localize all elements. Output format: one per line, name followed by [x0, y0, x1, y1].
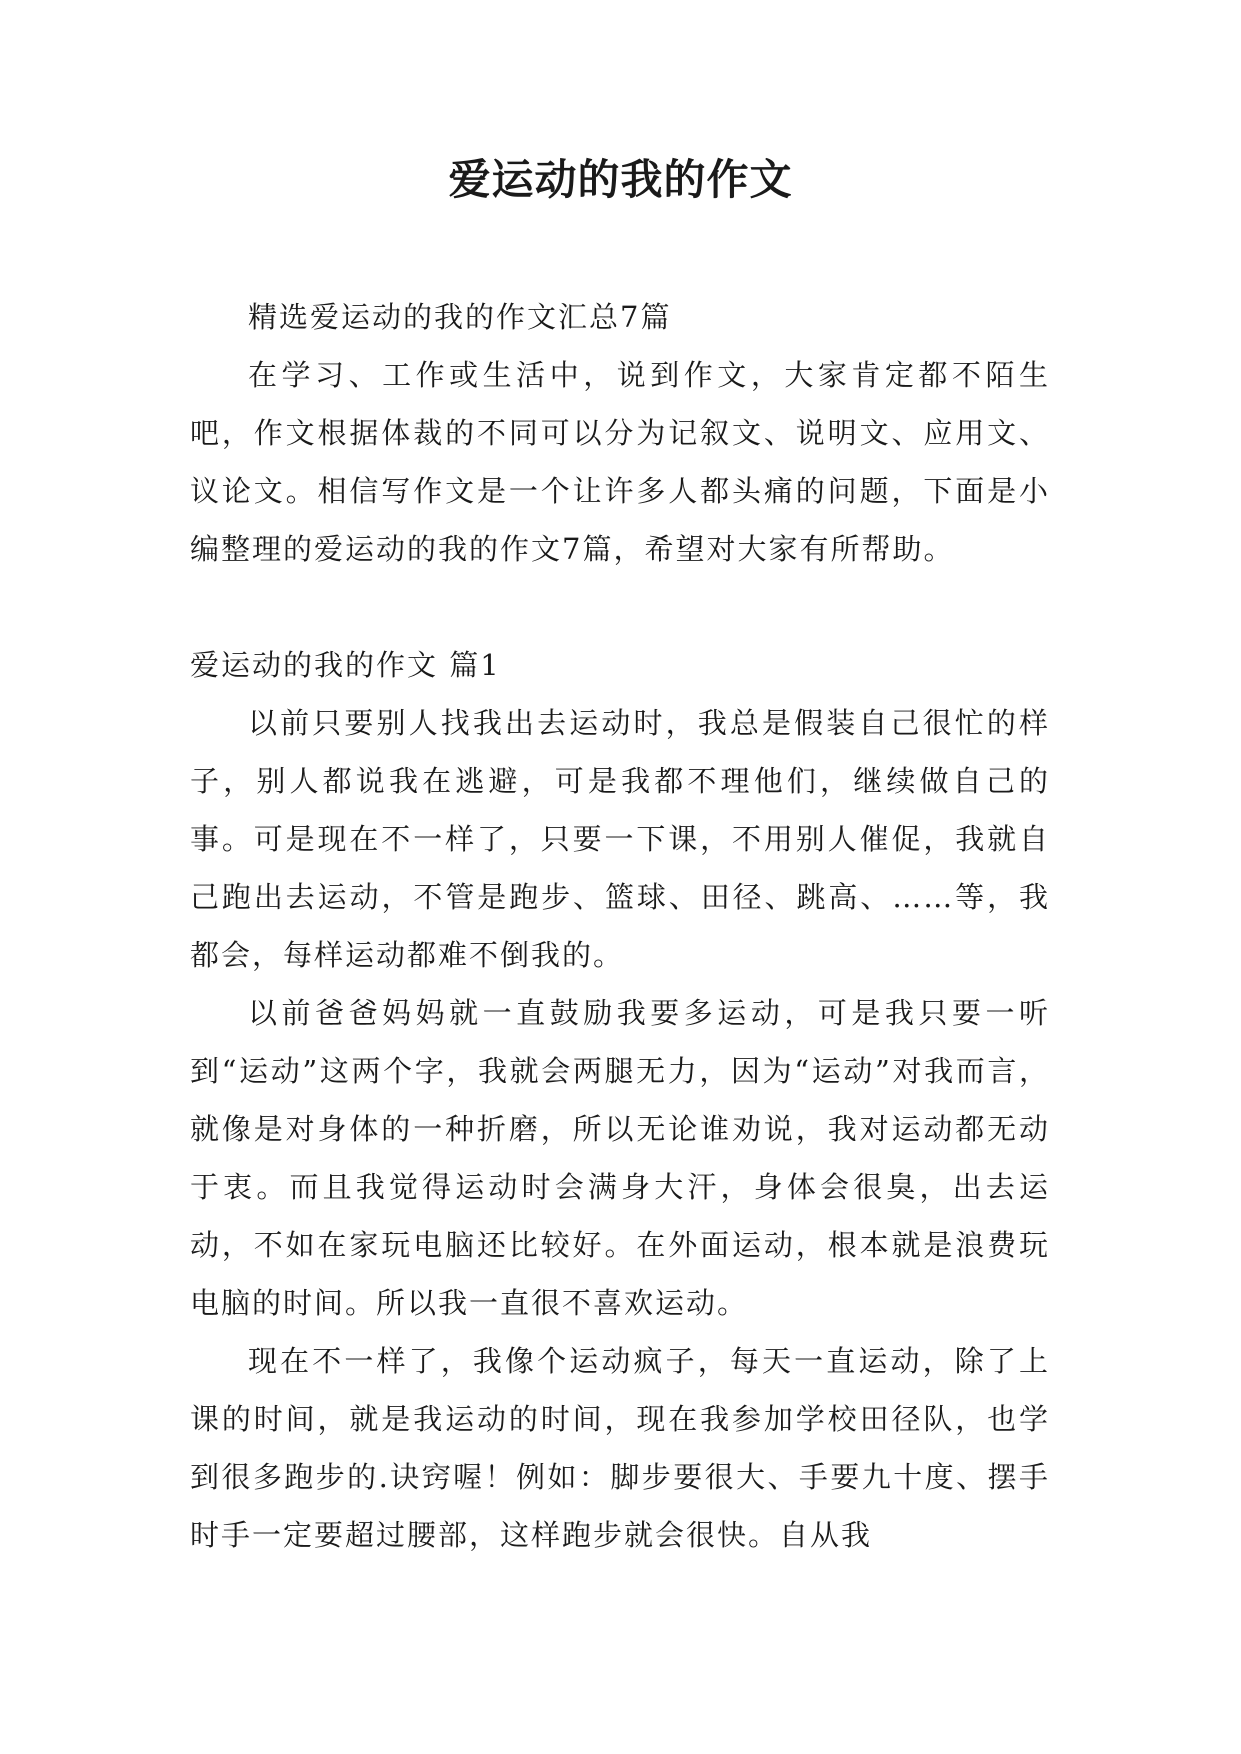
intro-line: 精选爱运动的我的作文汇总7篇 — [248, 300, 672, 334]
intro-paragraph: 在学习、工作或生活中，说到作文，大家肯定都不陌生吧，作文根据体裁的不同可以分为记叙文、说明文、应用文、议论文。相信写作文是一个让许多人都头痛的问题，下面是小编整理的爱运动的我的作文7篇，希望对大家有所帮助。 — [190, 358, 1050, 566]
section-paragraph: 以前只要别人找我出去运动时，我总是假装自己很忙的样子，别人都说我在逃避，可是我都不理他们，继续做自己的事。可是现在不一样了，只要一下课，不用别人催促，我就自己跑出去运动，不管是跑步、篮球、田径、跳高、……等，我都会，每样运动都难不倒我的。 — [190, 706, 1050, 972]
document-title: 爱运动的我的作文 — [448, 155, 793, 204]
document-body — [190, 288, 1050, 1564]
section-paragraph: 以前爸爸妈妈就一直鼓励我要多运动，可是我只要一听到“运动”这两个字，我就会两腿无力，因为“运动”对我而言，就像是对身体的一种折磨，所以无论谁劝说，我对运动都无动于衷。而且我觉得运动时会满身大汗，身体会很臭，出去运动，不如在家玩电脑还比较好。在外面运动，根本就是浪费玩电脑的时间。所以我一直很不喜欢运动。 — [190, 996, 1050, 1320]
section-heading: 爱运动的我的作文 篇1 — [190, 648, 501, 682]
section-paragraph: 现在不一样了，我像个运动疯子，每天一直运动，除了上课的时间，就是我运动的时间，现在我参加学校田径队，也学到很多跑步的.诀窍喔！例如：脚步要很大、手要九十度、摆手时手一定要超过腰部，这样跑步就会很快。自从我 — [190, 1344, 1050, 1552]
